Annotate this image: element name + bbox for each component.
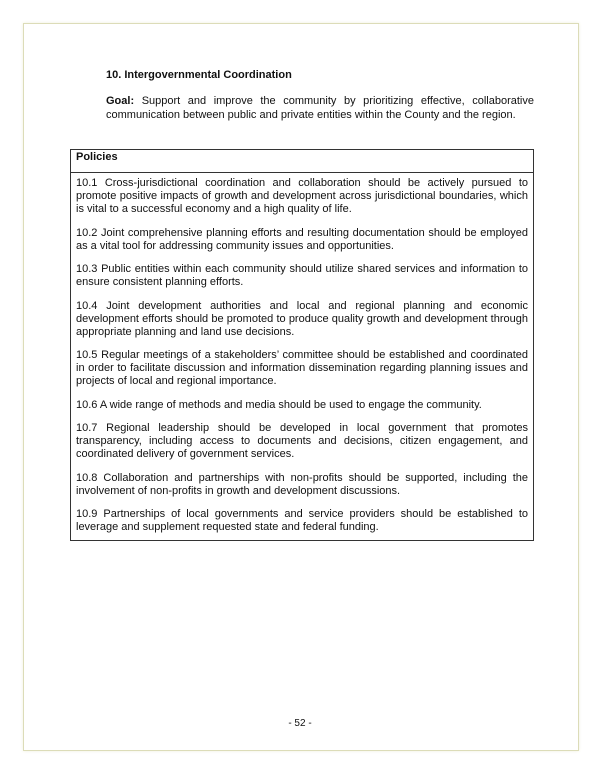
policy-item: 10.5 Regular meetings of a stakeholders’ committee should be established and coordinated in order to facilitate discussion and information dissemination regarding planning issues and projects of local and regional importance.: [76, 349, 528, 387]
goal-text: Support and improve the community by prioritizing effective, collaborative communication between public and private entities within the County and the region.: [106, 95, 534, 121]
page-number: - 52 -: [288, 718, 312, 729]
policy-item: 10.2 Joint comprehensive planning efforts and resulting documentation should be employed as a vital tool for addressing community issues and opportunities.: [76, 226, 528, 252]
goal-label: Goal:: [106, 95, 135, 107]
policies-table: [70, 149, 534, 541]
policies-header: Policies: [71, 150, 533, 173]
policy-item: 10.6 A wide range of methods and media should be used to engage the community.: [76, 398, 482, 411]
goal-statement: [106, 94, 534, 122]
policy-item: 10.3 Public entities within each community should utilize shared services and information to ensure consistent planning efforts.: [76, 263, 528, 288]
policy-item: 10.1 Cross-jurisdictional coordination and collaboration should be actively pursued to promote positive impacts of growth and development across jurisdictional boundaries, which is vital to a successful economy and a high quality of life.: [76, 177, 528, 215]
policy-item: 10.8 Collaboration and partnerships with non-profits should be supported, including the involvement of non-profits in growth and development discussions.: [76, 471, 528, 497]
policy-item: 10.9 Partnerships of local governments and service providers should be established to leverage and supplement requested state and federal funding.: [76, 508, 528, 533]
section-heading: 10. Intergovernmental Coordination: [106, 69, 292, 81]
policy-item: 10.4 Joint development authorities and local and regional planning and economic development efforts should be promoted to produce quality growth and development through appropriate planning and land use decisions.: [76, 299, 528, 338]
policy-item: 10.7 Regional leadership should be developed in local government that promotes transparency, including access to documents and decisions, citizen engagement, and coordinated delivery of government services.: [76, 422, 528, 460]
policies-body: [71, 173, 533, 534]
